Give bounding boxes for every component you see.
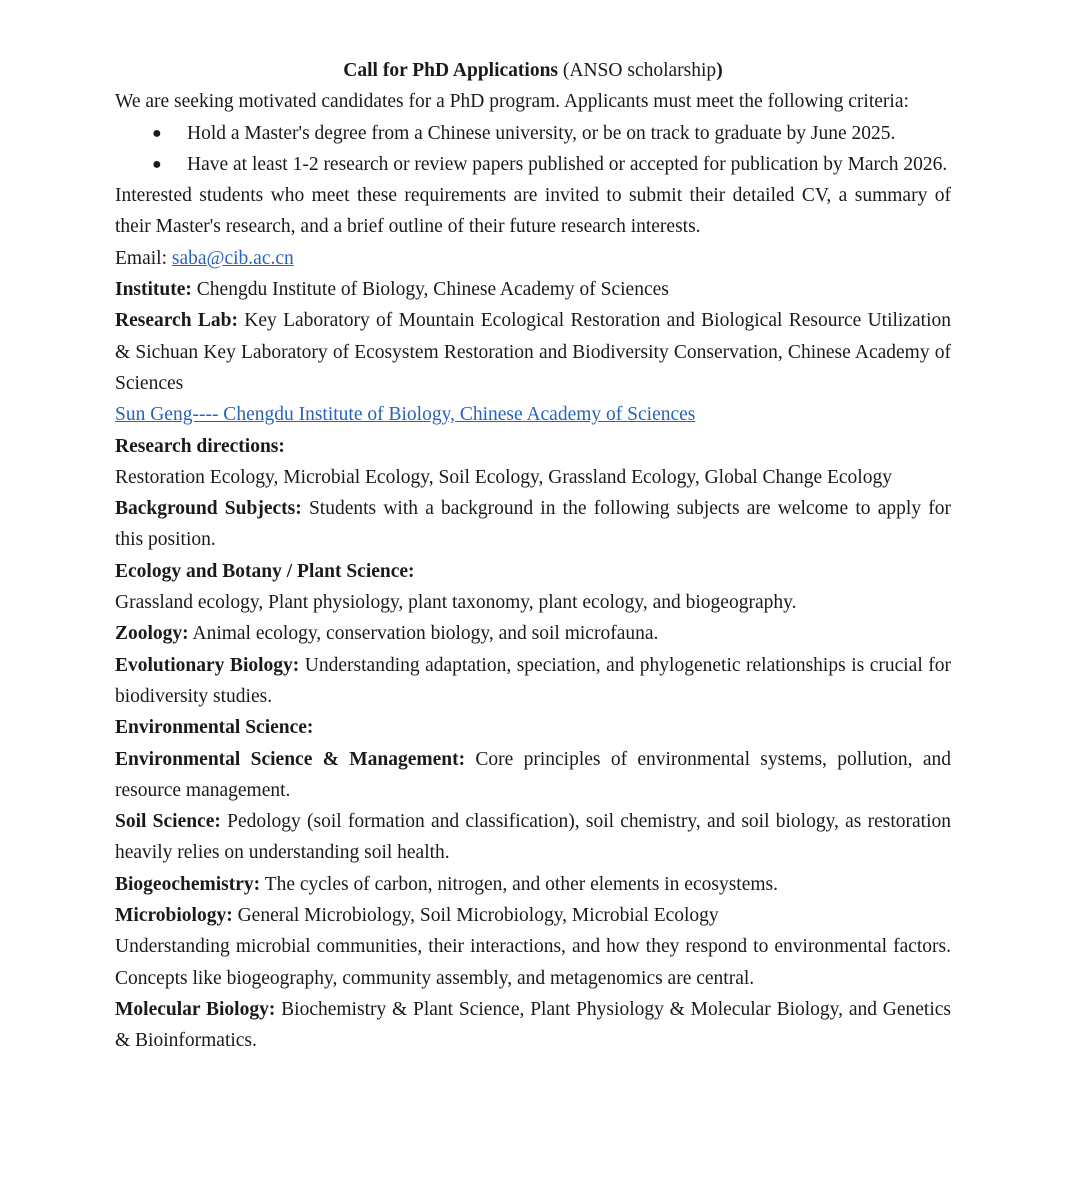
institute-line [115, 274, 951, 305]
biogeochemistry-label: Biogeochemistry: [115, 873, 261, 895]
criteria-list [115, 118, 951, 181]
zoology-label: Zoology: [115, 623, 189, 645]
bullet-icon: ● [152, 124, 162, 142]
lab-value: Key Laboratory of Mountain Ecological Restoration and Biological Resource Utilization & Sichuan Key Laboratory of Ecosystem Restoration and Biodiversity Conservation, Chinese Academy of Sciences [115, 310, 951, 394]
zoology-line [115, 618, 951, 649]
evolution-paragraph [115, 650, 951, 713]
ecology-heading: Ecology and Botany / Plant Science: [115, 560, 415, 582]
zoology-value: Animal ecology, conservation biology, and soil microfauna. [192, 623, 659, 645]
biogeochemistry-value: The cycles of carbon, nitrogen, and other elements in ecosystems. [264, 873, 779, 895]
interest-paragraph: Interested students who meet these requirements are invited to submit their detailed CV, a summary of their Master's research, and a brief outline of their future research interests. [115, 185, 951, 238]
document-page [115, 55, 951, 1057]
email-link[interactable]: saba@cib.ac.cn [171, 247, 294, 269]
email-line [115, 243, 951, 274]
background-paragraph [115, 493, 951, 556]
background-label: Background Subjects: [115, 498, 302, 520]
microbiology-detail: Understanding microbial communities, their interactions, and how they respond to environmental factors. Concepts like biogeography, community assembly, and metagenomics are central. [115, 936, 951, 989]
microbiology-line [115, 900, 951, 931]
intro-paragraph: We are seeking motivated candidates for a PhD program. Applicants must meet the following criteria: [115, 91, 909, 113]
directions-heading: Research directions: [115, 435, 285, 457]
lab-paragraph [115, 305, 951, 399]
title-main: Call for PhD Applications [343, 60, 559, 81]
biogeochemistry-line [115, 869, 951, 900]
institute-value: Chengdu Institute of Biology, Chinese Academy of Sciences [196, 279, 669, 301]
criterion-text: Have at least 1-2 research or review papers published or accepted for publication by March 2026. [187, 153, 948, 175]
evolution-label: Evolutionary Biology: [115, 654, 300, 676]
background-value: Students with a background in the following subjects are welcome to apply for this position. [115, 498, 952, 551]
criterion-text: Hold a Master's degree from a Chinese university, or be on track to graduate by June 2025. [187, 122, 896, 144]
directions-value: Restoration Ecology, Microbial Ecology, Soil Ecology, Grassland Ecology, Global Change Ecology [115, 466, 892, 488]
list-item [115, 149, 951, 180]
supervisor-link[interactable]: Sun Geng---- Chengdu Institute of Biology, Chinese Academy of Sciences [115, 404, 696, 426]
list-item [115, 118, 951, 149]
title-open-paren: ( [562, 60, 570, 81]
env-management-label: Environmental Science & Management: [115, 748, 466, 770]
document-title [115, 55, 951, 86]
env-management-value: Core principles of environmental systems, pollution, and resource management. [115, 748, 951, 801]
soil-label: Soil Science: [115, 811, 221, 833]
soil-paragraph [115, 806, 951, 869]
ecology-value: Grassland ecology, Plant physiology, plant taxonomy, plant ecology, and biogeography. [115, 592, 797, 614]
evolution-value: Understanding adaptation, speciation, and phylogenetic relationships is crucial for biodiversity studies. [115, 654, 951, 707]
lab-label: Research Lab: [115, 310, 238, 332]
microbiology-value: General Microbiology, Soil Microbiology, Microbial Ecology [237, 905, 719, 927]
title-close-paren: ) [716, 60, 723, 81]
institute-label: Institute: [115, 279, 192, 301]
microbiology-label: Microbiology: [115, 905, 233, 927]
title-scholarship: ANSO scholarship [569, 60, 717, 81]
molecular-paragraph [115, 994, 951, 1057]
soil-value: Pedology (soil formation and classification), soil chemistry, and soil biology, as restoration heavily relies on understanding soil health. [115, 811, 952, 864]
environmental-heading: Environmental Science: [115, 717, 314, 739]
molecular-value: Biochemistry & Plant Science, Plant Physiology & Molecular Biology, and Genetics & Bioinformatics. [115, 998, 952, 1052]
bullet-icon: ● [152, 155, 162, 173]
env-management-paragraph [115, 744, 951, 807]
email-label: Email: [115, 247, 167, 269]
molecular-label: Molecular Biology: [115, 998, 276, 1020]
supervisor-line [115, 399, 951, 430]
